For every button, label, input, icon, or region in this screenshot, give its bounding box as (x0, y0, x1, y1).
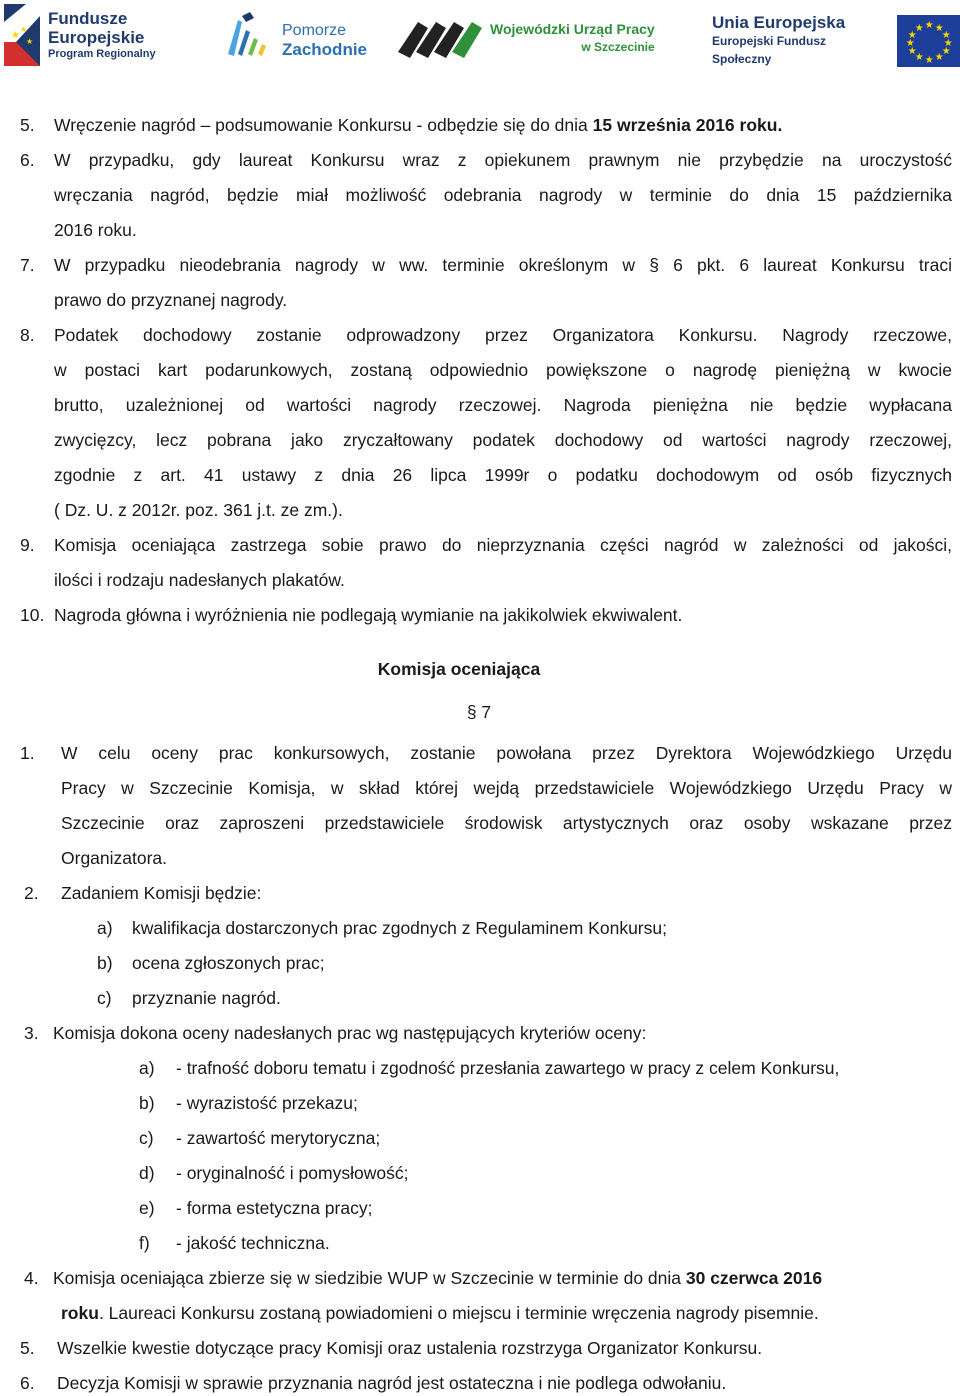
logo-header (0, 0, 960, 78)
s7-p3-item-text: - zawartość merytoryczna; (176, 1128, 381, 1148)
s7-p3-item-text: - jakość techniczna. (176, 1233, 330, 1253)
s7-p2-item-text: kwalifikacja dostarczonych prac zgodnych z Regulaminem Konkursu; (132, 918, 667, 938)
svg-text:★: ★ (20, 25, 28, 34)
s7-p4-num: 4. (24, 1268, 39, 1288)
logo1-line1: Fundusze (48, 9, 128, 28)
s7-p1-line3: Szczecinie oraz zaproszeni przedstawiciele środowisk artystycznych oraz osoby wskazane przez (61, 813, 952, 833)
s6-p7-num: 7. (20, 255, 35, 275)
s6-p8-line1: Podatek dochodowy zostanie odprowadzony przez Organizatora Konkursu. Nagrody rzeczowe, (54, 325, 952, 345)
s6-p8-line4: zwycięzcy, lecz pobrana jako zryczałtowany podatek dochodowy od wartości nagrody rzeczowej, (54, 430, 952, 450)
s6-p7-line2: prawo do przyznanej nagrody. (54, 290, 288, 310)
s6-p6-line2: wręczania nagród, będzie miał możliwość odebrania nagrody w terminie do dnia 15 października (54, 185, 952, 205)
logo2-line2: Zachodnie (282, 39, 368, 59)
s6-p10-line1: Nagroda główna i wyróżnienia nie podlegają wymianie na jakikolwiek ekwiwalent. (54, 605, 683, 625)
section-heading: Komisja oceniająca (377, 659, 541, 679)
logo2-line1: Pomorze (282, 21, 347, 39)
s6-p5-date: 15 września 2016 roku. (592, 115, 783, 135)
s7-p3-item-text: - wyrazistość przekazu; (176, 1093, 358, 1113)
s6-p6-line3: 2016 roku. (54, 220, 137, 240)
unia-europejska-logo (712, 14, 960, 68)
s7-p2-item-letter: b) (97, 953, 113, 973)
s7-p1-line4: Organizatora. (61, 848, 168, 868)
s7-p3-line1: Komisja dokona oceny nadesłanych prac wg następujących kryteriów oceny: (53, 1023, 647, 1043)
s6-p8-line5: zgodnie z art. 41 ustawy z dnia 26 lipca 1999r o podatku dochodowym od osób fizycznych (54, 465, 952, 485)
s7-p3-item-letter: a) (139, 1058, 155, 1078)
s7-p4-line1 (53, 1266, 822, 1290)
s7-p3-num: 3. (24, 1023, 39, 1043)
s7-p4-date: 30 czerwca 2016 (685, 1268, 823, 1288)
s7-p4-line1-text: Komisja oceniająca zbierze się w siedzibie WUP w Szczecinie w terminie do dnia (53, 1268, 686, 1288)
logo1-line2: Europejskie (48, 28, 145, 47)
logo1-line3: Program Regionalny (48, 48, 156, 60)
s7-p6-line1: Decyzja Komisji w sprawie przyznania nagród jest ostateczna i nie podlega odwołaniu. (57, 1373, 727, 1393)
s6-p7-line1: W przypadku nieodebrania nagrody w ww. terminie określonym w § 6 pkt. 6 laureat Konkursu traci (54, 255, 952, 275)
s7-p3-item-text: - trafność doboru tematu i zgodność przesłania zawartego w pracy z celem Konkursu, (176, 1058, 840, 1078)
svg-text:★: ★ (11, 30, 20, 41)
s6-p6-line1: W przypadku, gdy laureat Konkursu wraz z opiekunem prawnym nie przybędzie na uroczystość (54, 150, 952, 170)
s7-p2-num: 2. (24, 883, 39, 903)
s6-p8-line2: w postaci kart podarunkowych, zostaną odpowiednio powiększone o nagrodę pieniężną w kwocie (54, 360, 952, 380)
s7-p2-item-text: przyznanie nagród. (132, 988, 281, 1008)
eu-flag-icon: ★ ★ ★ ★ ★ ★ ★ ★ ★ ★ ★ ★ (897, 15, 960, 67)
s7-p1-num: 1. (20, 743, 35, 763)
s6-p9-num: 9. (20, 535, 35, 555)
s6-p8-line6: ( Dz. U. z 2012r. poz. 361 j.t. ze zm.). (54, 500, 343, 520)
svg-text:★: ★ (26, 37, 34, 46)
pomorze-zachodnie-logo (224, 10, 367, 69)
pomorze-mark-icon (224, 10, 276, 69)
logo3-line2: w Szczecinie (581, 39, 655, 54)
s7-p2-line1: Zadaniem Komisji będzie: (61, 883, 262, 903)
s7-p3-item-letter: e) (139, 1198, 155, 1218)
s6-p5-text-main: Wręczenie nagród – podsumowanie Konkursu - odbędzie się do dnia (54, 115, 593, 135)
s6-p9-line2: ilości i rodzaju nadesłanych plakatów. (54, 570, 345, 590)
logo4-line1: Unia Europejska (712, 13, 846, 32)
s7-p3-item-letter: b) (139, 1093, 155, 1113)
logo3-line1: Wojewódzki Urząd Pracy (490, 20, 655, 37)
s6-p5-text (54, 113, 782, 137)
s7-p3-item-letter: f) (139, 1233, 150, 1253)
s6-p8-line3: brutto, uzależnionej od wartości nagrody rzeczowej. Nagroda pieniężna nie będzie wypłacana (54, 395, 952, 415)
s6-p6-num: 6. (20, 150, 35, 170)
s7-p1-line2: Pracy w Szczecinie Komisja, w skład której wejdą przedstawiciele Wojewódzkiego Urzędu Pracy w (61, 778, 952, 798)
s7-p3-item-text: - forma estetyczna pracy; (176, 1198, 373, 1218)
s6-p8-num: 8. (20, 325, 35, 345)
s7-p5-line1: Wszelkie kwestie dotyczące pracy Komisji oraz ustalenia rozstrzyga Organizator Konkursu. (57, 1338, 763, 1358)
s6-p5-num: 5. (20, 115, 35, 135)
logo4-line2: Europejski Fundusz Społeczny (712, 34, 827, 66)
s7-p3-item-text: - oryginalność i pomysłowość; (176, 1163, 409, 1183)
s7-p2-item-text: ocena zgłoszonych prac; (132, 953, 325, 973)
s7-p3-item-letter: c) (139, 1128, 154, 1148)
s7-p5-num: 5. (20, 1338, 35, 1358)
s7-p4-date-end: roku (61, 1303, 99, 1323)
s7-p4-line2-text: . Laureaci Konkursu zostaną powiadomieni o miejscu i terminie wręczenia nagrody pisemnie. (98, 1303, 819, 1323)
s7-p4-line2 (61, 1301, 819, 1325)
s6-p9-line1: Komisja oceniająca zastrzega sobie prawo do nieprzyznania części nagród w zależności od jakości, (54, 535, 952, 555)
s7-p3-item-letter: d) (139, 1163, 155, 1183)
paragraph-mark: § 7 (466, 702, 492, 722)
s7-p2-item-letter: c) (97, 988, 112, 1008)
s7-p6-num: 6. (20, 1373, 35, 1393)
fundusze-europejskie-logo (4, 4, 156, 66)
s7-p2-item-letter: a) (97, 918, 113, 938)
wup-logo (396, 8, 655, 67)
wup-mark-icon (396, 8, 482, 67)
s7-p1-line1: W celu oceny prac konkursowych, zostanie powołana przez Dyrektora Wojewódzkiego Urzędu (61, 743, 952, 763)
s6-p10-num: 10. (20, 605, 45, 625)
fe-flag-icon (4, 4, 40, 66)
